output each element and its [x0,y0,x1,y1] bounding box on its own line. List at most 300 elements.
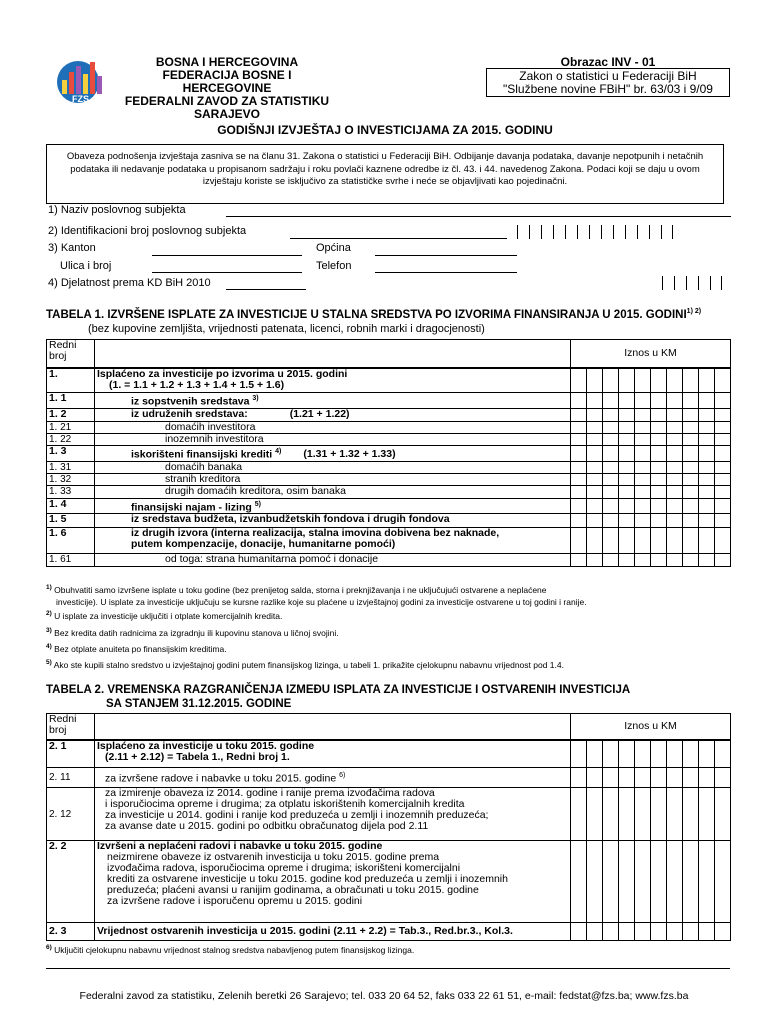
amount-cell[interactable] [667,445,683,461]
amount-cell[interactable] [715,923,731,941]
amount-cell[interactable] [603,740,619,768]
amount-cell[interactable] [603,408,619,421]
amount-cell[interactable] [635,498,651,514]
amount-cell[interactable] [571,393,587,409]
amount-cell[interactable] [651,368,667,393]
amount-cell[interactable] [587,393,603,409]
amount-cell[interactable] [715,528,731,554]
amount-cell[interactable] [651,514,667,528]
amount-cell[interactable] [651,923,667,941]
amount-cell[interactable] [635,923,651,941]
amount-cell[interactable] [635,740,651,768]
table-row [47,393,731,409]
amount-cell[interactable] [587,740,603,768]
row-label: inozemnih investitora [95,433,571,445]
amount-cell[interactable] [603,514,619,528]
amount-cell[interactable] [587,461,603,473]
footnote-text: investicije). U isplate za investicije uključuju se kursne razlike koje su plaćene u izvještajnoj godini za investicije ostvarene u toj godini i ranije. [56,596,587,607]
footnote [46,608,736,622]
row-label: Vrijednost ostvarenih investicija u 2015. godini (2.11 + 2.2) = Tab.3., Red.br.3., Kol.3. [95,923,571,941]
row-num: 1. 61 [47,554,95,567]
amount-cell[interactable] [635,768,651,788]
naziv-input[interactable] [226,216,731,217]
row-num: 1. 21 [47,421,95,433]
amount-cell[interactable] [683,514,699,528]
amount-cell[interactable] [587,528,603,554]
amount-cell[interactable] [587,445,603,461]
table-row [47,485,731,498]
amount-cell[interactable] [571,841,587,923]
amount-cell[interactable] [603,421,619,433]
amount-cell[interactable] [635,368,651,393]
footnote-mark: 3) [46,626,52,634]
amount-cell[interactable] [651,498,667,514]
row-num: 1. 32 [47,473,95,485]
row-text: iz drugih izvora (interna realizacija, stalna imovina dobivena bez naknade, [131,527,500,539]
amount-cell[interactable] [571,768,587,788]
amount-cell[interactable] [571,740,587,768]
amount-cell[interactable] [651,788,667,841]
amount-cell[interactable] [619,528,635,554]
amount-cell[interactable] [699,433,715,445]
amount-cell[interactable] [587,768,603,788]
amount-cell[interactable] [715,473,731,485]
kanton-input[interactable] [152,255,302,256]
amount-cell[interactable] [715,393,731,409]
amount-cell[interactable] [715,498,731,514]
row-num: 1. [47,368,95,393]
amount-cell[interactable] [667,498,683,514]
amount-cell[interactable] [603,393,619,409]
amount-cell[interactable] [683,498,699,514]
amount-cell[interactable] [715,445,731,461]
footnote [46,657,736,671]
amount-cell[interactable] [619,485,635,498]
row-sup: 4) [275,447,282,455]
table-row [47,923,731,941]
amount-cell[interactable] [635,433,651,445]
amount-cell[interactable] [619,923,635,941]
amount-cell[interactable] [715,485,731,498]
footnote [46,582,736,596]
amount-cell[interactable] [619,740,635,768]
amount-cell[interactable] [667,368,683,393]
row-text: Izvršeni a neplaćeni radovi i nabavke u toku 2015. godine [97,840,383,852]
amount-cell[interactable] [683,528,699,554]
table-row [47,368,731,393]
amount-cell[interactable] [651,393,667,409]
amount-cell[interactable] [635,393,651,409]
amount-cell[interactable] [699,473,715,485]
amount-cell[interactable] [683,445,699,461]
amount-cell[interactable] [715,768,731,788]
logo-text: FZS [72,94,89,104]
amount-cell[interactable] [667,421,683,433]
amount-cell[interactable] [715,740,731,768]
djelatnost-digit-boxes[interactable] [662,276,722,290]
amount-cell[interactable] [587,841,603,923]
row-num: 1. 6 [47,528,95,554]
table-row [47,421,731,433]
amount-cell[interactable] [587,408,603,421]
table1-col-num-header: Redni broj [47,340,95,368]
amount-cell[interactable] [651,461,667,473]
djelatnost-line [226,289,306,290]
row-num: 2. 1 [47,740,95,768]
org-line-2: FEDERACIJA BOSNE I HERCEGOVINE [162,68,292,95]
amount-cell[interactable] [699,461,715,473]
footnote-text: Ako ste kupili stalno sredstvo u izvještajnoj godini putem finansijskog lizinga, u tabeli 1. prikažite cjelokupnu nabavnu vrijednost pod 1.4. [53,660,564,671]
row-label: iz sredstava budžeta, izvanbudžetskih fondova i drugih fondova [95,514,571,528]
id-broj-label: 2) Identifikacioni broj poslovnog subjekta [48,225,247,237]
amount-cell[interactable] [635,528,651,554]
amount-cell[interactable] [635,788,651,841]
amount-cell[interactable] [635,841,651,923]
amount-cell[interactable] [571,433,587,445]
amount-cell[interactable] [587,485,603,498]
id-broj-line [290,238,507,239]
law-line-1: Zakon o statistici u Federaciji BiH [519,69,697,83]
amount-cell[interactable] [667,393,683,409]
amount-cell[interactable] [587,923,603,941]
amount-cell[interactable] [699,368,715,393]
amount-cell[interactable] [635,514,651,528]
amount-cell[interactable] [683,433,699,445]
row-text-3: izvođačima radova, isporučiocima opreme i drugima; iskorišteni komercijalni [107,862,461,874]
table-row [47,473,731,485]
amount-cell[interactable] [699,768,715,788]
row-text: iz udruženih sredstava: [131,408,248,420]
table-row [47,433,731,445]
row-label [95,498,571,514]
amount-cell[interactable] [699,740,715,768]
amount-cell[interactable] [635,421,651,433]
row-num: 1. 22 [47,433,95,445]
naziv-label: 1) Naziv poslovnog subjekta [48,204,186,216]
amount-cell[interactable] [571,421,587,433]
amount-cell[interactable] [619,445,635,461]
org-line-3: FEDERALNI ZAVOD ZA STATISTIKU [124,94,330,108]
amount-cell[interactable] [571,445,587,461]
row-label [95,841,571,923]
amount-cell[interactable] [587,473,603,485]
amount-cell[interactable] [683,461,699,473]
amount-cell[interactable] [651,433,667,445]
amount-cell[interactable] [635,485,651,498]
amount-cell[interactable] [619,841,635,923]
row-text-2: i isporučiocima opreme i drugima; za otplatu iskorištenih komercijalnih kredita [105,798,465,810]
amount-cell[interactable] [683,473,699,485]
amount-cell[interactable] [603,841,619,923]
row-text-2: neizmirene obaveze iz ostvarenih investicija u toku 2015. godine prema [107,851,440,863]
footnote-text: Bez kredita datih radnicima za izgradnju ili kupovinu stanova u ličnoj svojini. [54,627,339,638]
table2-header-row [47,714,731,740]
amount-cell[interactable] [635,554,651,567]
amount-cell[interactable] [715,514,731,528]
amount-cell[interactable] [635,408,651,421]
row-num: 1. 5 [47,514,95,528]
row-text-2: (2.11 + 2.12) = Tabela 1., Redni broj 1. [105,750,290,763]
footnote [46,625,736,639]
opcina-label: Općina [316,242,351,254]
footnote-mark: 5) [46,659,52,667]
amount-cell[interactable] [667,485,683,498]
amount-cell[interactable] [667,433,683,445]
telefon-label: Telefon [316,260,352,272]
telefon-input[interactable] [375,272,517,273]
amount-cell[interactable] [619,514,635,528]
amount-cell[interactable] [571,514,587,528]
row-formula: (1.31 + 1.32 + 1.33) [303,448,396,460]
amount-cell[interactable] [651,473,667,485]
table-row [47,514,731,528]
amount-cell[interactable] [699,393,715,409]
amount-cell[interactable] [667,788,683,841]
amount-cell[interactable] [699,514,715,528]
amount-cell[interactable] [603,461,619,473]
table-row [47,554,731,567]
organization-header [118,56,336,121]
amount-cell[interactable] [683,393,699,409]
table1-footnotes [46,582,736,671]
amount-cell[interactable] [571,498,587,514]
table1-title-text: TABELA 1. IZVRŠENE ISPLATE ZA INVESTICIJE U STALNA SREDSTVA PO IZVORIMA FINANSIRANJA U 2015. GODINI [46,308,687,321]
fzs-logo [52,58,112,104]
amount-cell[interactable] [603,788,619,841]
amount-cell[interactable] [715,461,731,473]
id-broj-digit-boxes[interactable] [517,225,673,239]
amount-cell[interactable] [683,368,699,393]
amount-cell[interactable] [619,408,635,421]
amount-cell[interactable] [683,788,699,841]
amount-cell[interactable] [683,554,699,567]
amount-cell[interactable] [651,408,667,421]
amount-cell[interactable] [667,554,683,567]
footnote-text: Obuhvatiti samo izvršene isplate u toku godine (bez prenijetog salda, storna i preknjižavanja i ne uključujući ostvarene a neplaćene [54,584,547,595]
amount-cell[interactable] [715,841,731,923]
amount-cell[interactable] [619,421,635,433]
amount-cell[interactable] [651,768,667,788]
amount-cell[interactable] [699,498,715,514]
footnote-text: Bez otplate anuiteta po finansijskim kreditima. [54,644,227,655]
row-text-4: za avanse date u 2015. godini po odbitku obračunatog dijela pod 2.11 [105,820,429,832]
amount-cell[interactable] [699,445,715,461]
amount-cell[interactable] [603,485,619,498]
amount-cell[interactable] [635,445,651,461]
amount-cell[interactable] [699,841,715,923]
amount-cell[interactable] [667,768,683,788]
table1-title-sup: 1) 2) [686,308,702,315]
org-line-1: BOSNA I HERCEGOVINA [155,55,299,69]
amount-cell[interactable] [571,408,587,421]
document-title: GODIŠNJI IZVJEŠTAJ O INVESTICIJAMA ZA 2015. GODINU [217,123,553,137]
table-row [47,408,731,421]
row-label [95,740,571,768]
amount-cell[interactable] [699,554,715,567]
table2 [46,713,731,941]
amount-cell[interactable] [603,498,619,514]
opcina-input[interactable] [375,255,517,256]
amount-cell[interactable] [619,433,635,445]
amount-cell[interactable] [651,528,667,554]
table-row [47,498,731,514]
row-text-6: za izvršene radove i isporučenu opremu u 2015. godini [107,895,363,907]
amount-cell[interactable] [587,554,603,567]
amount-cell[interactable] [667,461,683,473]
amount-cell[interactable] [651,421,667,433]
row-num: 2. 2 [47,841,95,923]
row-num: 1. 1 [47,393,95,409]
row-sup: 5) [254,500,261,508]
amount-cell[interactable] [571,554,587,567]
amount-cell[interactable] [667,923,683,941]
amount-cell[interactable] [571,788,587,841]
amount-cell[interactable] [587,498,603,514]
amount-cell[interactable] [683,408,699,421]
row-num: 2. 3 [47,923,95,941]
table-row [47,841,731,923]
amount-cell[interactable] [603,433,619,445]
row-num: 2. 12 [47,788,95,841]
amount-cell[interactable] [715,421,731,433]
ulica-input[interactable] [152,272,302,273]
amount-cell[interactable] [619,473,635,485]
footer-divider [46,968,730,969]
amount-cell[interactable] [619,498,635,514]
amount-cell[interactable] [683,421,699,433]
amount-cell[interactable] [635,473,651,485]
row-label: drugih domaćih kreditora, osim banaka [95,485,571,498]
amount-cell[interactable] [587,368,603,393]
amount-cell[interactable] [651,740,667,768]
amount-cell[interactable] [571,461,587,473]
amount-cell[interactable] [571,485,587,498]
row-label: od toga: strana humanitarna pomoć i donacije [95,554,571,567]
table1-title [46,308,701,321]
row-label: domaćih investitora [95,421,571,433]
footnote [46,641,736,655]
amount-cell[interactable] [619,788,635,841]
djelatnost-label: 4) Djelatnost prema KD BiH 2010 [48,277,211,289]
amount-cell[interactable] [699,528,715,554]
row-num: 1. 4 [47,498,95,514]
amount-cell[interactable] [683,768,699,788]
row-num: 1. 2 [47,408,95,421]
amount-cell[interactable] [603,528,619,554]
amount-cell[interactable] [651,445,667,461]
table2-title-2: SA STANJEM 31.12.2015. GODINE [106,698,292,710]
row-label [95,445,571,461]
amount-cell[interactable] [715,788,731,841]
row-label [95,528,571,554]
amount-cell[interactable] [667,740,683,768]
amount-cell[interactable] [651,841,667,923]
row-text: za izvršene radove i nabavke u toku 2015. godine [105,772,337,785]
amount-cell[interactable] [651,554,667,567]
amount-cell[interactable] [587,421,603,433]
amount-cell[interactable] [667,473,683,485]
amount-cell[interactable] [619,554,635,567]
amount-cell[interactable] [715,433,731,445]
table1 [46,339,731,567]
amount-cell[interactable] [571,923,587,941]
row-label [95,393,571,409]
amount-cell[interactable] [603,768,619,788]
footnote-text: U isplate za investicije uključiti i otplate komercijalnih kredita. [54,610,283,621]
amount-cell[interactable] [715,368,731,393]
row-text-3: za investicije u 2014. godini i ranije kod preduzeća u zemlji i inozemnih preduzeća; [105,809,489,821]
amount-cell[interactable] [667,528,683,554]
amount-cell[interactable] [699,421,715,433]
footnote-text: Uključiti cjelokupnu nabavnu vrijednost stalnog sredstva nabavljenog putem finansijskog lizinga. [54,944,415,955]
amount-cell[interactable] [603,445,619,461]
amount-cell[interactable] [699,923,715,941]
ulica-label: Ulica i broj [60,260,112,272]
row-num: 1. 33 [47,485,95,498]
footnote-mark: 2) [46,609,52,617]
row-label [95,768,571,788]
amount-cell[interactable] [603,554,619,567]
amount-cell[interactable] [587,433,603,445]
table1-subtitle: (bez kupovine zemljišta, vrijednosti patenata, licenci, robnih marki i dragocjenosti) [88,323,485,335]
amount-cell[interactable] [603,368,619,393]
amount-cell[interactable] [715,408,731,421]
amount-cell[interactable] [587,788,603,841]
amount-cell[interactable] [667,514,683,528]
row-label [95,368,571,393]
amount-cell[interactable] [619,461,635,473]
amount-cell[interactable] [683,485,699,498]
table1-col-desc-header [95,340,571,368]
amount-cell[interactable] [635,461,651,473]
amount-cell[interactable] [571,368,587,393]
amount-cell[interactable] [699,485,715,498]
row-label [95,788,571,841]
row-label: domaćih banaka [95,461,571,473]
amount-cell[interactable] [571,528,587,554]
amount-cell[interactable] [667,408,683,421]
row-formula: (1. = 1.1 + 1.2 + 1.3 + 1.4 + 1.5 + 1.6) [109,378,285,391]
amount-cell[interactable] [571,473,587,485]
amount-cell[interactable] [699,788,715,841]
footnote-mark: 4) [46,643,52,651]
table2-footnote [46,942,736,956]
amount-cell[interactable] [699,408,715,421]
amount-cell[interactable] [603,473,619,485]
row-sup: 6) [339,772,346,780]
amount-cell[interactable] [683,923,699,941]
amount-cell[interactable] [603,923,619,941]
row-num: 1. 31 [47,461,95,473]
amount-cell[interactable] [651,485,667,498]
footnote-mark: 6) [46,944,52,951]
table1-header-row [47,340,731,368]
row-text-5: preduzeća; plaćeni avansi u ranijim godinama, a obračunati u toku 2015. godine [107,884,479,896]
amount-cell[interactable] [619,768,635,788]
amount-cell[interactable] [619,393,635,409]
row-num: 1. 3 [47,445,95,461]
amount-cell[interactable] [683,841,699,923]
amount-cell[interactable] [667,841,683,923]
amount-cell[interactable] [587,514,603,528]
table-row [47,461,731,473]
amount-cell[interactable] [619,368,635,393]
amount-cell[interactable] [683,740,699,768]
row-text-2: putem kompenzacije, donacije, humanitarne pomoći) [131,538,396,550]
row-text: Isplaćeno za investicije u toku 2015. godine [97,739,315,752]
amount-cell[interactable] [715,554,731,567]
form-id: Obrazac INV - 01 [560,55,656,69]
